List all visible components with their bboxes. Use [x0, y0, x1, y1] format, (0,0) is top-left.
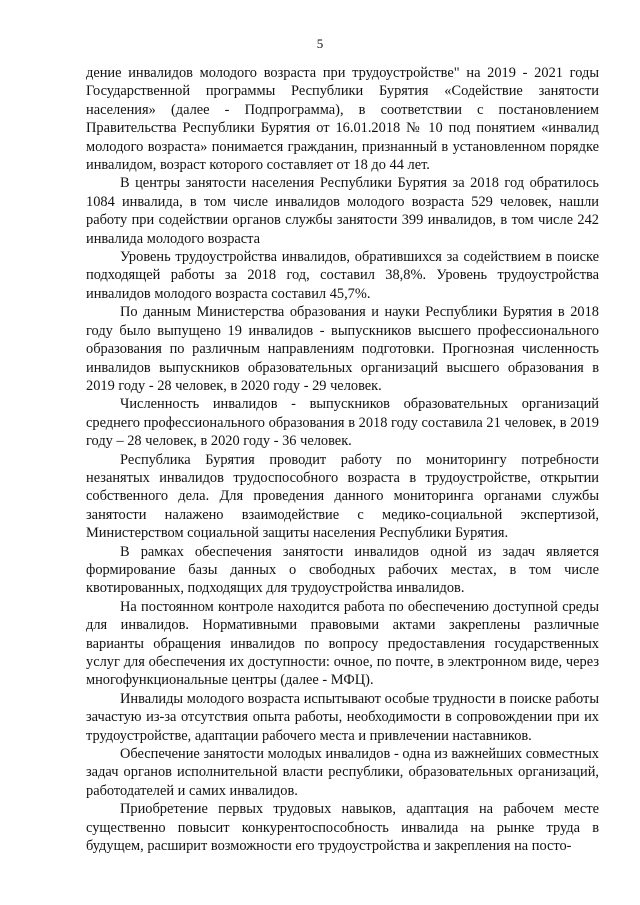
paragraph-employment-centers: В центры занятости населения Республики Бурятия за 2018 год обратилось 1084 инвалида, в том числе инвалидов молодого возраста 529 человек, нашли работу при содействии органов службы занятости 399 инвалидов, в том числе 242 инвалида молодого возраста: [86, 175, 599, 247]
paragraph-secondary-education: Численность инвалидов - выпускников образовательных организаций среднего профессионального образования в 2018 году составила 21 человек, в 2019 году – 28 человек, в 2020 году - 36 человек.: [86, 396, 599, 450]
paragraph-higher-education: По данным Министерства образования и науки Республики Бурятия в 2018 году было выпущено 19 инвалидов - выпускников высшего профессионального образования по различным направлениям подготовки. Прогнозная численность инвалидов выпускников образовательных организаций высшего образования в 2019 году - 28 человек, в 2020 году - 29 человек.: [86, 304, 599, 394]
paragraph-employment-level: Уровень трудоустройства инвалидов, обратившихся за содействием в поиске подходящей работы за 2018 год, составил 38,8%. Уровень трудоустройства инвалидов молодого возраста составил 45,7%.: [86, 249, 599, 302]
page-number: 5: [316, 36, 324, 51]
paragraph-vacancy-database: В рамках обеспечения занятости инвалидов одной из задач является формирование базы данных о свободных рабочих местах, в том числе квотированных, подходящих для трудоустройства инвалидов.: [86, 543, 599, 597]
paragraph-monitoring: Республика Бурятия проводит работу по мониторингу потребности незанятых инвалидов трудоспособного возраста в трудоустройстве, открытии собственного дела. Для проведения данного мониторинга органами службы занятости налажено взаимодействие с медико-социальной экспертизой, Министерством социальной защиты населения Республики Бурятия.: [86, 451, 599, 542]
paragraph-continuation: дение инвалидов молодого возраста при трудоустройстве" на 2019 - 2021 годы Государственной программы Республики Бурятия «Содействие занятости населения» (далее - Подпрограмма), в соответствии с постановлением Правительства Республики Бурятия от 16.01.2018 № 10 под понятием «инвалид молодого возраста» понимается гражданин, признанный в установленном порядке инвалидом, возраст которого составляет от 18 до 44 лет.: [86, 65, 599, 174]
document-body: [86, 64, 599, 855]
paragraph-accessible-environment: На постоянном контроле находится работа по обеспечению доступной среды для инвалидов. Нормативными правовыми актами закреплены различные варианты обращения инвалидов по вопросу предоставления государственных услуг для обеспечения их доступности: очное, по почте, в электронном виде, через многофункциональные центры (далее - МФЦ).: [86, 598, 599, 689]
paragraph-work-skills: Приобретение первых трудовых навыков, адаптация на рабочем месте существенно повысит конкурентоспособность инвалида на рынке труда в будущем, расширит возможности его трудоустройства и закрепления на посто-: [86, 801, 599, 855]
paragraph-joint-tasks: Обеспечение занятости молодых инвалидов - одна из важнейших совместных задач органов исполнительной власти республики, образовательных организаций, работодателей и самих инвалидов.: [86, 746, 599, 799]
paragraph-young-disabled-difficulties: Инвалиды молодого возраста испытывают особые трудности в поиске работы зачастую из-за отсутствия опыта работы, необходимости в сопровождении при их трудоустройстве, адаптации рабочего места и привлечении наставников.: [86, 690, 599, 744]
